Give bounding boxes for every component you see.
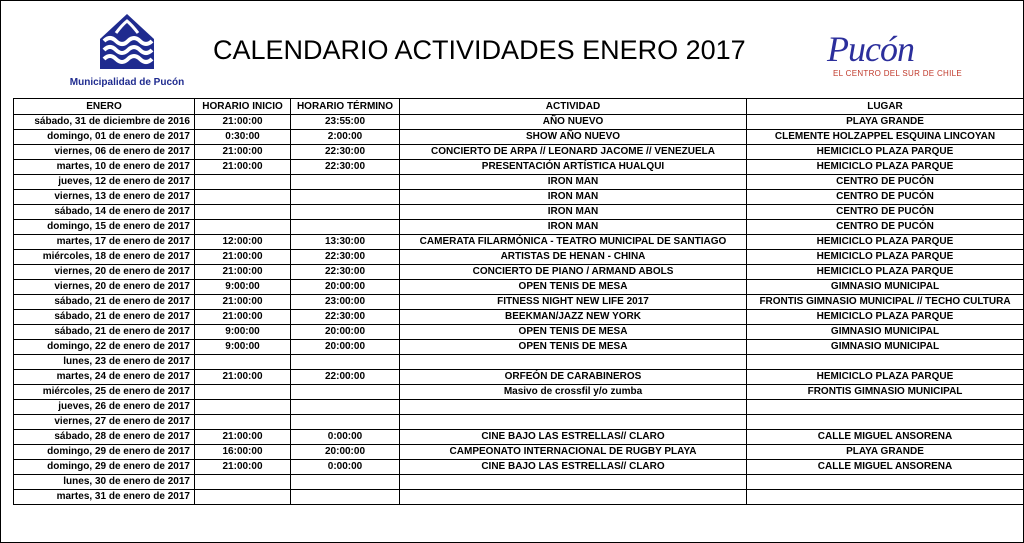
end-time-cell: 22:30:00 <box>291 145 400 160</box>
end-time-cell <box>291 415 400 430</box>
table-row <box>14 145 1024 160</box>
end-time-cell: 22:30:00 <box>291 250 400 265</box>
end-time-cell: 22:30:00 <box>291 310 400 325</box>
venue-cell: HEMICICLO PLAZA PARQUE <box>747 160 1024 175</box>
venue-cell <box>747 490 1024 505</box>
table-row <box>14 220 1024 235</box>
venue-cell: CENTRO DE PUCÓN <box>747 205 1024 220</box>
date-cell: martes, 24 de enero de 2017 <box>14 370 195 385</box>
end-time-cell: 22:00:00 <box>291 370 400 385</box>
table-header-row <box>14 99 1024 115</box>
table-row <box>14 265 1024 280</box>
end-time-cell: 23:00:00 <box>291 295 400 310</box>
venue-cell: GIMNASIO MUNICIPAL <box>747 280 1024 295</box>
activity-cell: SHOW AÑO NUEVO <box>400 130 747 145</box>
table-row <box>14 325 1024 340</box>
date-cell: lunes, 23 de enero de 2017 <box>14 355 195 370</box>
stripe-segment-green <box>1 109 13 217</box>
venue-cell: GIMNASIO MUNICIPAL <box>747 325 1024 340</box>
venue-cell: CLEMENTE HOLZAPPEL ESQUINA LINCOYAN <box>747 130 1024 145</box>
start-time-cell: 9:00:00 <box>195 340 291 355</box>
table-row <box>14 310 1024 325</box>
end-time-cell <box>291 385 400 400</box>
date-cell: sábado, 14 de enero de 2017 <box>14 205 195 220</box>
venue-cell: CENTRO DE PUCÓN <box>747 220 1024 235</box>
venue-cell: HEMICICLO PLAZA PARQUE <box>747 370 1024 385</box>
table-row <box>14 235 1024 250</box>
stripe-segment-yellow <box>1 217 13 325</box>
table-row <box>14 205 1024 220</box>
activity-cell: IRON MAN <box>400 175 747 190</box>
table-row <box>14 130 1024 145</box>
activity-cell: CINE BAJO LAS ESTRELLAS// CLARO <box>400 430 747 445</box>
column-header-end-time: HORARIO TÉRMINO <box>291 99 400 115</box>
end-time-cell: 2:00:00 <box>291 130 400 145</box>
column-header-month: ENERO <box>14 99 195 115</box>
venue-cell: PLAYA GRANDE <box>747 445 1024 460</box>
end-time-cell <box>291 190 400 205</box>
date-cell: miércoles, 18 de enero de 2017 <box>14 250 195 265</box>
end-time-cell: 20:00:00 <box>291 325 400 340</box>
table-row <box>14 115 1024 130</box>
activity-cell: ARTISTAS DE HENAN - CHINA <box>400 250 747 265</box>
date-cell: domingo, 01 de enero de 2017 <box>14 130 195 145</box>
start-time-cell: 21:00:00 <box>195 370 291 385</box>
start-time-cell: 21:00:00 <box>195 250 291 265</box>
brand-name: Pucón <box>827 29 914 69</box>
start-time-cell: 21:00:00 <box>195 145 291 160</box>
end-time-cell: 20:00:00 <box>291 445 400 460</box>
start-time-cell <box>195 220 291 235</box>
page-title: CALENDARIO ACTIVIDADES ENERO 2017 <box>213 35 746 65</box>
date-cell: domingo, 29 de enero de 2017 <box>14 460 195 475</box>
activity-cell: Masivo de crossfil y/o zumba <box>400 385 747 400</box>
column-header-activity: ACTIVIDAD <box>400 99 747 115</box>
venue-cell: FRONTIS GIMNASIO MUNICIPAL <box>747 385 1024 400</box>
end-time-cell: 20:00:00 <box>291 340 400 355</box>
column-header-venue: LUGAR <box>747 99 1024 115</box>
table-row <box>14 415 1024 430</box>
activity-cell <box>400 400 747 415</box>
activity-cell: OPEN TENIS DE MESA <box>400 340 747 355</box>
venue-cell: HEMICICLO PLAZA PARQUE <box>747 250 1024 265</box>
date-cell: martes, 10 de enero de 2017 <box>14 160 195 175</box>
venue-cell <box>747 475 1024 490</box>
brand-tagline: EL CENTRO DEL SUR DE CHILE <box>833 69 963 78</box>
end-time-cell <box>291 475 400 490</box>
start-time-cell: 21:00:00 <box>195 295 291 310</box>
start-time-cell <box>195 475 291 490</box>
stripe-segment-navy <box>1 1 13 109</box>
end-time-cell <box>291 175 400 190</box>
start-time-cell: 21:00:00 <box>195 460 291 475</box>
venue-cell <box>747 415 1024 430</box>
table-row <box>14 295 1024 310</box>
start-time-cell: 21:00:00 <box>195 265 291 280</box>
start-time-cell <box>195 415 291 430</box>
table-row <box>14 355 1024 370</box>
table-row <box>14 385 1024 400</box>
end-time-cell: 22:30:00 <box>291 265 400 280</box>
start-time-cell <box>195 355 291 370</box>
activities-table <box>13 98 1024 505</box>
venue-cell: CENTRO DE PUCÓN <box>747 175 1024 190</box>
date-cell: sábado, 28 de enero de 2017 <box>14 430 195 445</box>
start-time-cell <box>195 205 291 220</box>
start-time-cell: 16:00:00 <box>195 445 291 460</box>
start-time-cell: 9:00:00 <box>195 325 291 340</box>
municipality-logo <box>57 11 197 95</box>
table-row <box>14 475 1024 490</box>
venue-cell: HEMICICLO PLAZA PARQUE <box>747 145 1024 160</box>
date-cell: sábado, 21 de enero de 2017 <box>14 325 195 340</box>
venue-cell <box>747 355 1024 370</box>
start-time-cell: 12:00:00 <box>195 235 291 250</box>
activity-cell: CINE BAJO LAS ESTRELLAS// CLARO <box>400 460 747 475</box>
end-time-cell: 0:00:00 <box>291 460 400 475</box>
brand-logo <box>827 31 997 91</box>
date-cell: miércoles, 25 de enero de 2017 <box>14 385 195 400</box>
date-cell: domingo, 29 de enero de 2017 <box>14 445 195 460</box>
activity-cell: ORFEÓN DE CARABINEROS <box>400 370 747 385</box>
activity-cell: CAMPEONATO INTERNACIONAL DE RUGBY PLAYA <box>400 445 747 460</box>
date-cell: martes, 31 de enero de 2017 <box>14 490 195 505</box>
table-row <box>14 175 1024 190</box>
activity-cell <box>400 490 747 505</box>
date-cell: viernes, 20 de enero de 2017 <box>14 265 195 280</box>
date-cell: domingo, 15 de enero de 2017 <box>14 220 195 235</box>
end-time-cell <box>291 220 400 235</box>
venue-cell <box>747 400 1024 415</box>
end-time-cell <box>291 400 400 415</box>
municipality-name: Municipalidad de Pucón <box>69 77 185 88</box>
table-row <box>14 445 1024 460</box>
venue-cell: HEMICICLO PLAZA PARQUE <box>747 265 1024 280</box>
table-row <box>14 250 1024 265</box>
start-time-cell: 9:00:00 <box>195 280 291 295</box>
color-stripe <box>1 1 13 543</box>
end-time-cell <box>291 355 400 370</box>
end-time-cell: 0:00:00 <box>291 430 400 445</box>
start-time-cell: 21:00:00 <box>195 310 291 325</box>
start-time-cell: 0:30:00 <box>195 130 291 145</box>
venue-cell: CALLE MIGUEL ANSORENA <box>747 460 1024 475</box>
activity-cell: OPEN TENIS DE MESA <box>400 325 747 340</box>
date-cell: viernes, 20 de enero de 2017 <box>14 280 195 295</box>
table-row <box>14 160 1024 175</box>
activity-cell <box>400 475 747 490</box>
end-time-cell <box>291 205 400 220</box>
date-cell: domingo, 22 de enero de 2017 <box>14 340 195 355</box>
table-row <box>14 280 1024 295</box>
start-time-cell <box>195 400 291 415</box>
activity-cell: IRON MAN <box>400 220 747 235</box>
activity-cell: AÑO NUEVO <box>400 115 747 130</box>
activity-cell: BEEKMAN/JAZZ NEW YORK <box>400 310 747 325</box>
start-time-cell <box>195 385 291 400</box>
date-cell: viernes, 13 de enero de 2017 <box>14 190 195 205</box>
activity-cell: PRESENTACIÓN ARTÍSTICA HUALQUI <box>400 160 747 175</box>
stripe-segment-orange <box>1 325 13 435</box>
end-time-cell: 13:30:00 <box>291 235 400 250</box>
activity-cell: OPEN TENIS DE MESA <box>400 280 747 295</box>
table-row <box>14 340 1024 355</box>
activity-cell: CAMERATA FILARMÓNICA - TEATRO MUNICIPAL DE SANTIAGO <box>400 235 747 250</box>
end-time-cell: 23:55:00 <box>291 115 400 130</box>
start-time-cell: 21:00:00 <box>195 115 291 130</box>
table-row <box>14 460 1024 475</box>
table-body <box>14 115 1024 505</box>
activity-cell <box>400 415 747 430</box>
venue-cell: HEMICICLO PLAZA PARQUE <box>747 235 1024 250</box>
date-cell: sábado, 31 de diciembre de 2016 <box>14 115 195 130</box>
activity-cell: FITNESS NIGHT NEW LIFE 2017 <box>400 295 747 310</box>
venue-cell: FRONTIS GIMNASIO MUNICIPAL // TECHO CULTURA <box>747 295 1024 310</box>
date-cell: viernes, 27 de enero de 2017 <box>14 415 195 430</box>
date-cell: sábado, 21 de enero de 2017 <box>14 295 195 310</box>
activity-cell: CONCIERTO DE PIANO / ARMAND ABOLS <box>400 265 747 280</box>
venue-cell: PLAYA GRANDE <box>747 115 1024 130</box>
table-row <box>14 190 1024 205</box>
start-time-cell: 21:00:00 <box>195 430 291 445</box>
column-header-start-time: HORARIO INICIO <box>195 99 291 115</box>
venue-cell: CENTRO DE PUCÓN <box>747 190 1024 205</box>
municipality-emblem-icon <box>96 11 158 73</box>
activity-cell <box>400 355 747 370</box>
start-time-cell <box>195 175 291 190</box>
date-cell: jueves, 12 de enero de 2017 <box>14 175 195 190</box>
venue-cell: HEMICICLO PLAZA PARQUE <box>747 310 1024 325</box>
venue-cell: CALLE MIGUEL ANSORENA <box>747 430 1024 445</box>
table-row <box>14 490 1024 505</box>
end-time-cell: 20:00:00 <box>291 280 400 295</box>
activity-cell: IRON MAN <box>400 205 747 220</box>
date-cell: viernes, 06 de enero de 2017 <box>14 145 195 160</box>
date-cell: jueves, 26 de enero de 2017 <box>14 400 195 415</box>
date-cell: sábado, 21 de enero de 2017 <box>14 310 195 325</box>
activity-cell: IRON MAN <box>400 190 747 205</box>
end-time-cell: 22:30:00 <box>291 160 400 175</box>
end-time-cell <box>291 490 400 505</box>
table-row <box>14 430 1024 445</box>
activity-cell: CONCIERTO DE ARPA // LEONARD JACOME // VENEZUELA <box>400 145 747 160</box>
start-time-cell <box>195 490 291 505</box>
stripe-segment-red <box>1 435 13 543</box>
start-time-cell <box>195 190 291 205</box>
venue-cell: GIMNASIO MUNICIPAL <box>747 340 1024 355</box>
start-time-cell: 21:00:00 <box>195 160 291 175</box>
date-cell: martes, 17 de enero de 2017 <box>14 235 195 250</box>
date-cell: lunes, 30 de enero de 2017 <box>14 475 195 490</box>
table-row <box>14 400 1024 415</box>
table-row <box>14 370 1024 385</box>
